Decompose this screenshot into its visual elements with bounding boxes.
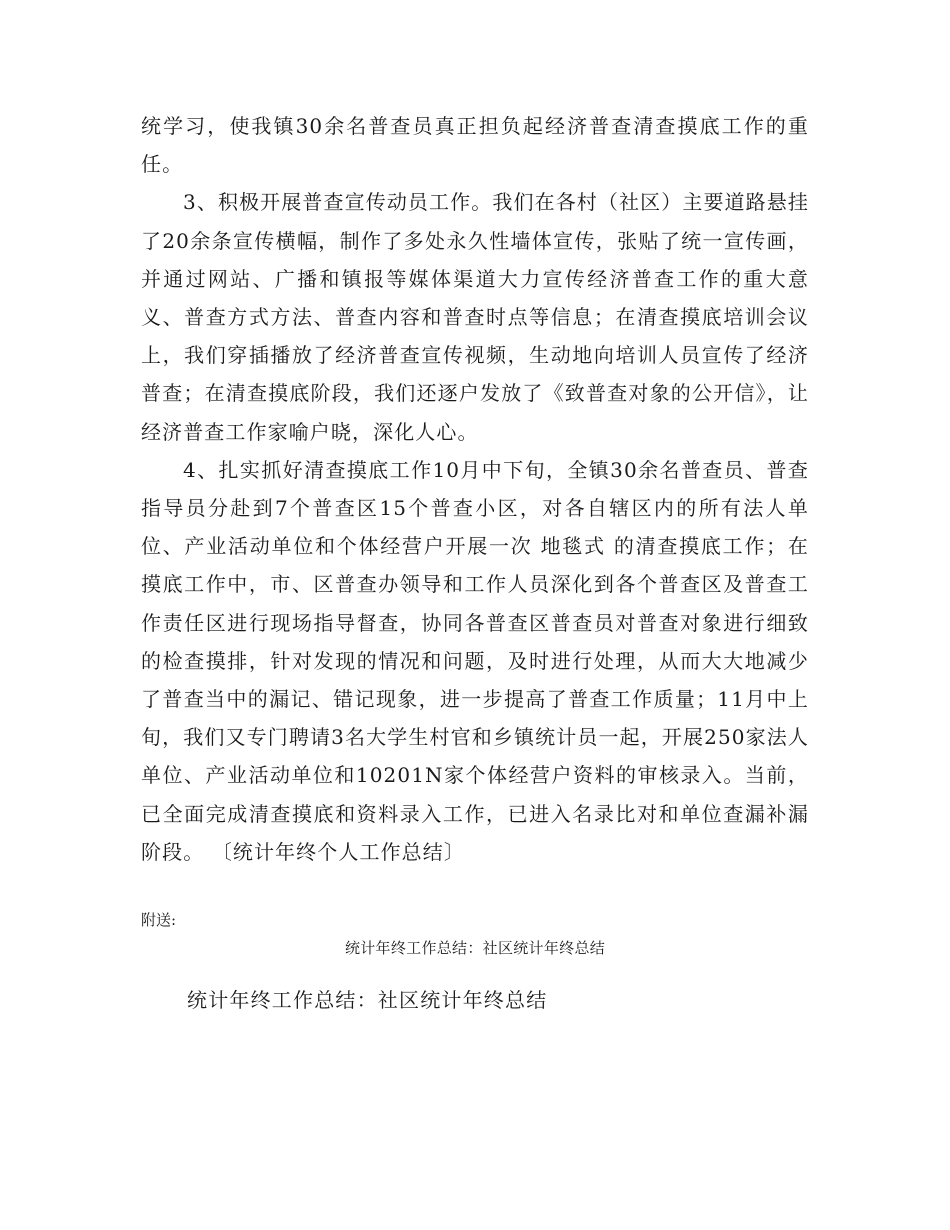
appendix-title: 统计年终工作总结：社区统计年终总结 — [344, 939, 606, 957]
paragraph-continuation: 统学习，使我镇30余名普查员真正担负起经济普查清查摸底工作的重任。 — [141, 114, 809, 177]
paragraph-publicity: 3、积极开展普查宣传动员工作。我们在各村（社区）主要道路悬挂了20余条宣传横幅，制作了多处永久性墙体宣传，张贴了统一宣传画，并通过网站、广播和镇报等媒体渠道大力宣传经济普查工作的重大意义、普查方式方法、普查内容和普查时点等信息；在清查摸底培训会议上，我们穿插播放了经济普查宣传视频，生动地向培训人员宣传了经济普查；在清查摸底阶段，我们还逐户发放了《致普查对象的公开信》，让经济普查工作家喻户晓，深化人心。 — [141, 190, 809, 444]
appendix-label: 附送: — [141, 911, 177, 929]
appendix-heading: 统计年终工作总结：社区统计年终总结 — [187, 988, 548, 1012]
document-body — [141, 107, 809, 871]
paragraph-survey-work: 4、扎实抓好清查摸底工作10月中下旬，全镇30余名普查员、普查指导员分赴到7个普查区15个普查小区，对各自辖区内的所有法人单位、产业活动单位和个体经营户开展一次 地毯式 的清查摸底工作；在摸底工作中，市、区普查办领导和工作人员深化到各个普查区及普查工作责任区进行现场指导督查，协同各普查区普查员对普查对象进行细致的检查摸排，针对发现的情况和问题，及时进行处理，从而大大地减少了普查当中的漏记、错记现象，进一步提高了普查工作质量；11月中上旬，我们又专门聘请3名大学生村官和乡镇统计员一起，开展250家法人单位、产业活动单位和10201N家个体经营户资料的审核录入。当前，已全面完成清查摸底和资料录入工作，已进入名录比对和单位查漏补漏阶段。 〔统计年终个人工作总结〕 — [141, 457, 809, 864]
